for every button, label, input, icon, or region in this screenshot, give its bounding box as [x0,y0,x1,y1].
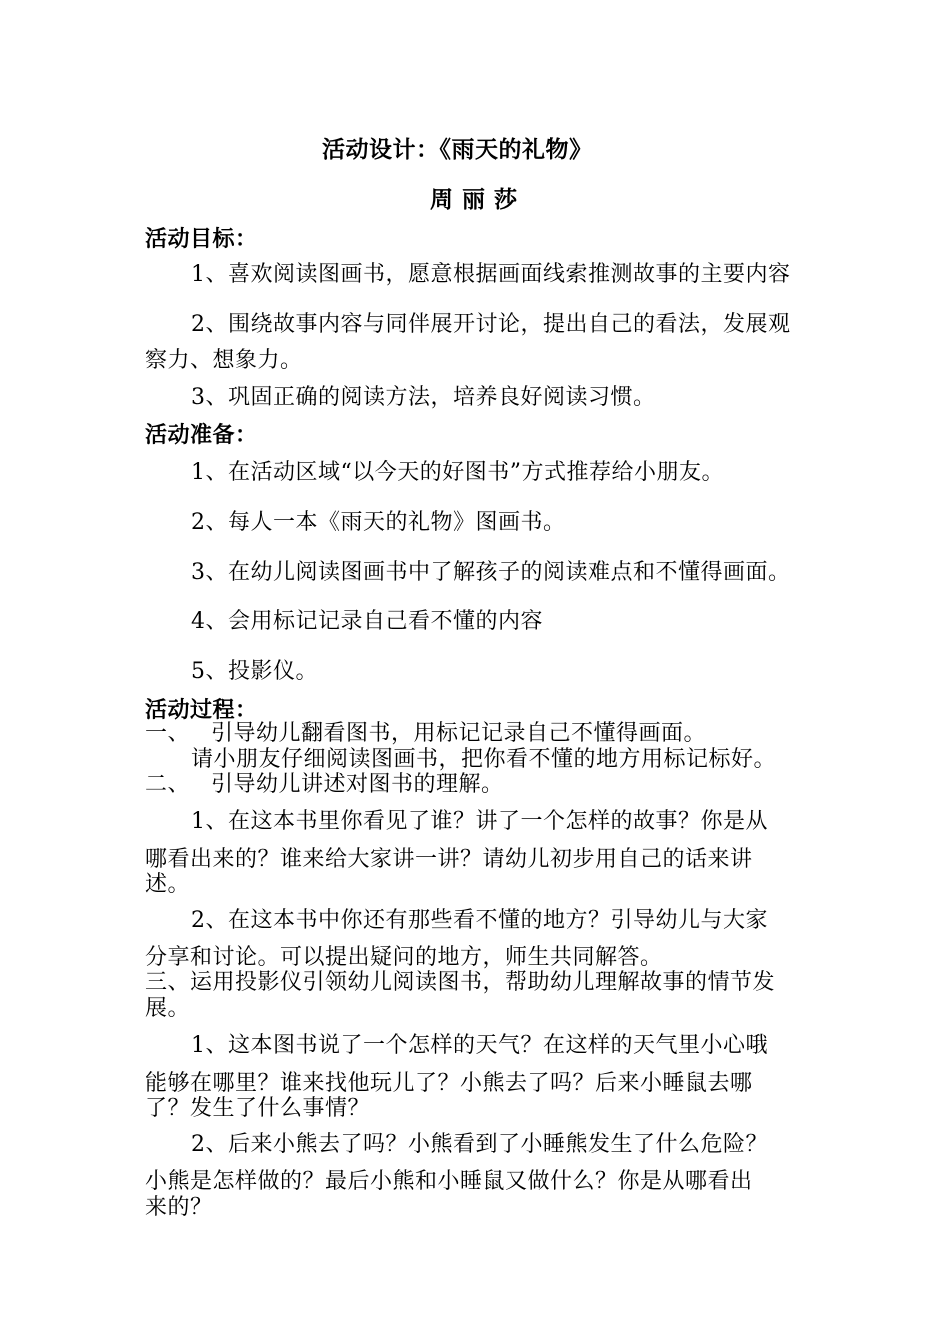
step-3-question-2-line-1: 2、后来小熊去了吗？小熊看到了小睡熊发生了什么危险？ [191,1132,768,1157]
prep-item-1: 1、在活动区域“以今天的好图书”方式推荐给小朋友。 [191,460,724,485]
step-2-question-2-line-2: 分享和讨论。可以提出疑问的地方，师生共同解答。 [145,945,663,970]
step-2-question-1-line-2: 哪看出来的？谁来给大家讲一讲？请幼儿初步用自己的话来讲 [145,847,753,872]
step-3-question-1-line-2: 能够在哪里？谁来找他玩儿了？小熊去了吗？后来小睡鼠去哪 [145,1071,753,1096]
page-title: 活动设计：《雨天的礼物》 [322,137,593,163]
process-heading: 活动过程： [145,698,258,723]
author: 周 丽 莎 [430,187,518,213]
process-step-3-line-1: 三、运用投影仪引领幼儿阅读图书，帮助幼儿理解故事的情节发 [145,970,776,995]
prep-item-2: 2、每人一本《雨天的礼物》图画书。 [191,510,566,535]
process-step-3-line-2: 展。 [145,996,191,1021]
prep-item-3: 3、在幼儿阅读图画书中了解孩子的阅读难点和不懂得画面。 [191,560,791,585]
prep-item-4: 4、会用标记记录自己看不懂的内容 [191,609,543,634]
process-step-1-detail: 请小朋友仔细阅读图画书，把你看不懂的地方用标记标好。 [191,747,777,772]
prep-item-5: 5、投影仪。 [191,659,318,684]
goals-heading: 活动目标： [145,227,258,252]
step-2-question-1-line-3: 述。 [145,872,191,897]
step-text: 引导幼儿翻看图书，用标记记录自己不懂得画面。 [211,721,707,746]
step-number: 一、 [145,721,191,746]
goal-item-2: 2、围绕故事内容与同伴展开讨论，提出自己的看法，发展观 [191,312,791,337]
step-3-question-1-line-3: 了？发生了什么事情？ [145,1096,371,1121]
goal-item-2-cont: 察力、想象力。 [145,348,303,373]
step-3-question-2-line-2: 小熊是怎样做的？最后小熊和小睡鼠又做什么？你是从哪看出 [145,1169,753,1194]
process-step-2 [145,771,504,799]
goal-item-1: 1、喜欢阅读图画书，愿意根据画面线索推测故事的主要内容 [191,262,791,287]
process-step-1 [145,720,706,748]
step-3-question-1-line-1: 1、这本图书说了一个怎样的天气？在这样的天气里小心哦 [191,1033,768,1058]
step-number: 二、 [145,772,191,797]
step-2-question-2-line-1: 2、在这本书中你还有那些看不懂的地方？引导幼儿与大家 [191,908,768,933]
prep-heading: 活动准备： [145,423,258,448]
goal-item-3: 3、巩固正确的阅读方法，培养良好阅读习惯。 [191,385,656,410]
step-3-question-2-line-3: 来的？ [145,1195,213,1220]
step-text: 引导幼儿讲述对图书的理解。 [211,772,504,797]
step-2-question-1-line-1: 1、在这本书里你看见了谁？讲了一个怎样的故事？你是从 [191,809,768,834]
